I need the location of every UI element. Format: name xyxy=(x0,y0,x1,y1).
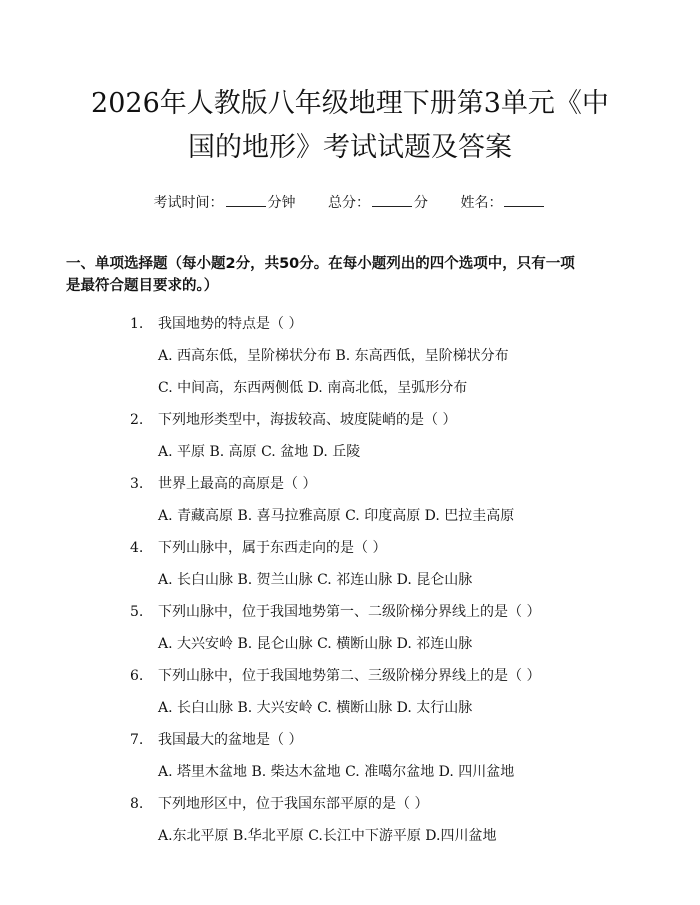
question-number: 2. xyxy=(130,412,144,428)
option-line: A. 大兴安岭 B. 昆仑山脉 C. 横断山脉 D. 祁连山脉 xyxy=(158,636,473,652)
question-options xyxy=(60,345,640,399)
total-score-label: 总分： xyxy=(328,195,370,211)
question-text: 下列山脉中，属于东西走向的是（ ） xyxy=(158,540,387,556)
question-stem xyxy=(60,313,640,335)
question-item xyxy=(60,793,640,847)
question-list xyxy=(60,313,640,847)
option-line: A. 青藏高原 B. 喜马拉雅高原 C. 印度高原 D. 巴拉圭高原 xyxy=(158,508,515,524)
exam-info-bar xyxy=(60,192,640,213)
question-stem xyxy=(60,665,640,687)
question-stem xyxy=(60,473,640,495)
question-options xyxy=(60,505,640,527)
question-options xyxy=(60,697,640,719)
question-text: 世界上最高的高原是（ ） xyxy=(158,476,317,492)
question-text: 我国最大的盆地是（ ） xyxy=(158,732,303,748)
exam-time-label: 考试时间： xyxy=(153,195,224,211)
question-options xyxy=(60,441,640,463)
student-name-label: 姓名： xyxy=(460,195,503,211)
question-options xyxy=(60,633,640,655)
option-line: A. 长白山脉 B. 贺兰山脉 C. 祁连山脉 D. 昆仑山脉 xyxy=(158,572,473,588)
question-options xyxy=(60,569,640,591)
title-line-1: 2026年人教版八年级地理下册第3单元《中 xyxy=(91,88,609,119)
question-item xyxy=(60,729,640,783)
student-name-field xyxy=(460,192,546,213)
question-stem xyxy=(60,537,640,559)
option-line: C. 中间高，东西两侧低 D. 南高北低，呈弧形分布 xyxy=(158,380,468,396)
question-number: 8. xyxy=(130,796,144,812)
question-number: 7. xyxy=(130,732,144,748)
question-text: 下列地形类型中，海拔较高、坡度陡峭的是（ ） xyxy=(158,412,457,428)
question-stem xyxy=(60,729,640,751)
question-number: 5. xyxy=(130,604,144,620)
student-name-blank xyxy=(504,192,544,207)
question-item xyxy=(60,601,640,655)
question-number: 6. xyxy=(130,668,144,684)
exam-time-field xyxy=(154,192,296,213)
option-line: A. 西高东低，呈阶梯状分布 B. 东高西低，呈阶梯状分布 xyxy=(158,348,509,364)
section-heading xyxy=(60,253,640,297)
question-number: 4. xyxy=(130,540,144,556)
exam-time-blank xyxy=(226,192,266,207)
question-text: 下列山脉中，位于我国地势第一、二级阶梯分界线上的是（ ） xyxy=(158,604,541,620)
question-stem xyxy=(60,601,640,623)
question-text: 我国地势的特点是（ ） xyxy=(158,316,303,332)
title-line-2: 国的地形》考试试题及答案 xyxy=(188,132,512,163)
exam-title xyxy=(60,0,640,170)
question-item xyxy=(60,409,640,463)
option-line: A. 平原 B. 高原 C. 盆地 D. 丘陵 xyxy=(158,444,361,460)
question-text: 下列山脉中，位于我国地势第二、三级阶梯分界线上的是（ ） xyxy=(158,668,541,684)
exam-time-unit: 分钟 xyxy=(267,195,296,211)
option-line: A.东北平原 B.华北平原 C.长江中下游平原 D.四川盆地 xyxy=(158,828,497,844)
option-line: A. 塔里木盆地 B. 柴达木盆地 C. 准噶尔盆地 D. 四川盆地 xyxy=(158,764,515,780)
question-options xyxy=(60,825,640,847)
total-score-blank xyxy=(372,192,412,207)
question-stem xyxy=(60,793,640,815)
question-item xyxy=(60,537,640,591)
total-score-field xyxy=(328,192,428,213)
question-item xyxy=(60,313,640,399)
question-item xyxy=(60,473,640,527)
question-item xyxy=(60,665,640,719)
section-heading-line-1: 一、单项选择题（每小题2分，共50分。在每小题列出的四个选项中，只有一项 xyxy=(66,256,575,272)
option-line: A. 长白山脉 B. 大兴安岭 C. 横断山脉 D. 太行山脉 xyxy=(158,700,473,716)
total-score-unit: 分 xyxy=(414,195,428,211)
question-stem xyxy=(60,409,640,431)
question-options xyxy=(60,761,640,783)
question-number: 1. xyxy=(130,316,144,332)
section-heading-line-2: 是最符合题目要求的。） xyxy=(66,278,219,294)
question-number: 3. xyxy=(130,476,144,492)
question-text: 下列地形区中，位于我国东部平原的是（ ） xyxy=(158,796,429,812)
